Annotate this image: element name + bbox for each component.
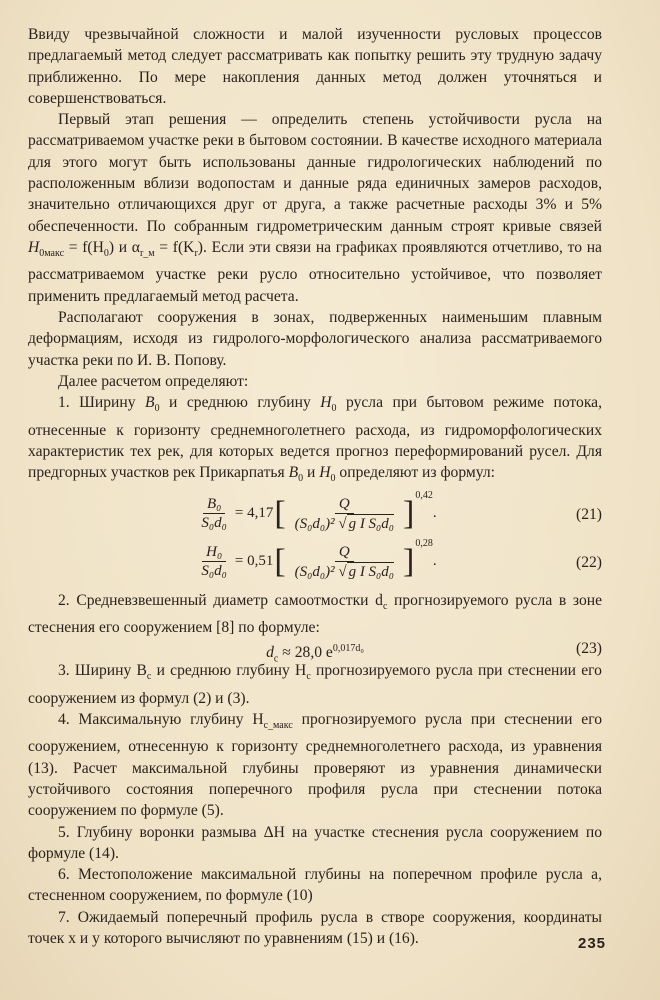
item-1-width-depth: 1. Ширину $B_0$ и среднюю глубину $H_0$ русла при бытовом режиме потока, отнесенные к горизонту среднемноголетнего расхода, из гидроморфологических характеристик тех рек, для которых ведется прогноз переформирований русел. Для предгорных участков рек Прикарпатья $B_0$ и $H_0$ определяют из формул: xyxy=(28,394,602,485)
formula-23-label: (23) xyxy=(576,640,602,658)
item-3-width-depth-constrained: 3. Ширину $B_c$ и среднюю глубину $H_c$ прогнозируемого русла при стеснении его сооружением из формул (2) и (3). xyxy=(28,662,602,707)
paragraph-further: Далее расчетом определяют: xyxy=(58,372,249,390)
item-5-scour-depth: 5. Глубину воронки размыва ΔH на участке стеснения русла сооружением по формуле (14). xyxy=(28,823,602,862)
formula-23: $d_c \approx 28,0$ $e^{0,017d_0}$ (23) xyxy=(266,640,602,665)
item-6-max-depth-location: 6. Местоположение максимальной глубины на поперечном профиле русла a, стесненном сооружением, по формуле (10) xyxy=(28,866,602,905)
paragraph-placement: Располагают сооружения в зонах, подверженных наименьшим плавным деформациям, исходя из гидролого-морфологического анализа рассматриваемого участка реки по И. В. Попову. xyxy=(28,308,602,369)
formula-22-label: (22) xyxy=(576,553,602,571)
formula-22: $\frac{\text{H₀}}{\text{S₀d₀}}$ = 0,51 [ $\frac{Q}{\text{(S₀d₀)² √ g I S₀d₀}}$ ] 0,28 . (22) xyxy=(201,537,602,580)
formula-21-label: (21) xyxy=(576,505,602,523)
formula-21: $\frac{\text{B₀}}{\text{S₀d₀}}$ = 4,17 [ $\frac{Q}{\text{(S₀d₀)² √ g I S₀d₀}}$ ] 0,42 . (21) xyxy=(201,489,602,532)
item-4-max-depth: 4. Максимальную глубину $H_{c\_макс}$ прогнозируемого русла при стеснении его сооружением, отнесенную к горизонту среднемноголетнего расхода, из уравнения (13). Расчет максимальной глубины проверяют из уравнения динамически устойчивого состояния поперечного профиля русла при стеснении потока сооружением по формуле (5). xyxy=(28,710,603,820)
page-number: 235 xyxy=(578,935,607,952)
item-7-cross-profile: 7. Ожидаемый поперечный профиль русла в створе сооружения, координаты точек x и y которого вычисляют по уравнениям (15) и (16). xyxy=(28,908,602,948)
page-text xyxy=(28,24,602,949)
item-2-diameter: 2. Средневзвешенный диаметр самоотмостки $d_c$ прогнозируемого русла в зоне стеснения его сооружением [8] по формуле: xyxy=(28,591,603,636)
paragraph-first-stage: Первый этап решения — определить степень устойчивости русла на рассматриваемом участке реки в бытовом состоянии. В качестве исходного материала для этого могут быть использованы данные гидрологических наблюдений по расположенным вблизи водопостам и данные ряда единичных замеров расходов, значительно отличающихся друг от друга, а также расчетные расходы 3% и 5% обеспеченности. По собранным гидрометрическим данным строят кривые связей $H_{0макс} = f(H_0)$ и $\alpha_{r\_м} = f(K_r)$. Если эти связи на графиках проявляются отчетливо, то на рассматриваемом участке реки русло относительно устойчивое, что позволяет применить предлагаемый метод расчета. xyxy=(28,111,602,305)
paragraph-intro: Ввиду чрезвычайной сложности и малой изученности русловых процессов предлагаемый метод следует рассматривать как попытку решить эту трудную задачу приближенно. По мере накопления данных метод должен уточняться и совершенствоваться. xyxy=(28,26,602,107)
